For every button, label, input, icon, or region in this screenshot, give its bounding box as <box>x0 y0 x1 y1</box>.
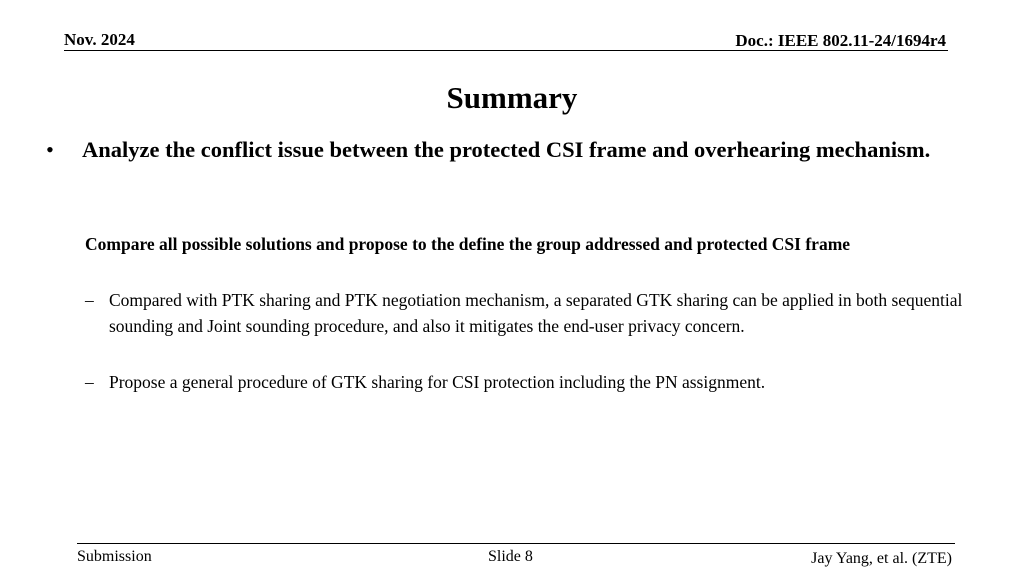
footer-divider <box>77 543 955 544</box>
dash-icon: – <box>85 290 94 310</box>
header-date: Nov. 2024 <box>64 30 135 49</box>
bullet-icon: • <box>46 137 54 162</box>
header-doc-id: Doc.: IEEE 802.11-24/1694r4 <box>735 31 946 50</box>
dash-icon: – <box>85 372 94 392</box>
bullet-text: Analyze the conflict issue between the protected CSI frame and overhearing mechanism. <box>82 137 931 162</box>
subheading: Compare all possible solutions and propose to the define the group addressed and protected CSI frame <box>85 234 851 254</box>
dash-item-text: Compared with PTK sharing and PTK negotiation mechanism, a separated GTK sharing can be applied in both sequential sounding and Joint sounding procedure, and also it mitigates the end-user privacy concern. <box>109 290 963 336</box>
footer-slide-number: Slide 8 <box>488 548 533 565</box>
dash-item-text: Propose a general procedure of GTK sharing for CSI protection including the PN assignment. <box>109 372 766 392</box>
footer-submission: Submission <box>77 548 152 565</box>
footer-author: Jay Yang, et al. (ZTE) <box>811 550 952 567</box>
slide-title: Summary <box>446 80 578 115</box>
